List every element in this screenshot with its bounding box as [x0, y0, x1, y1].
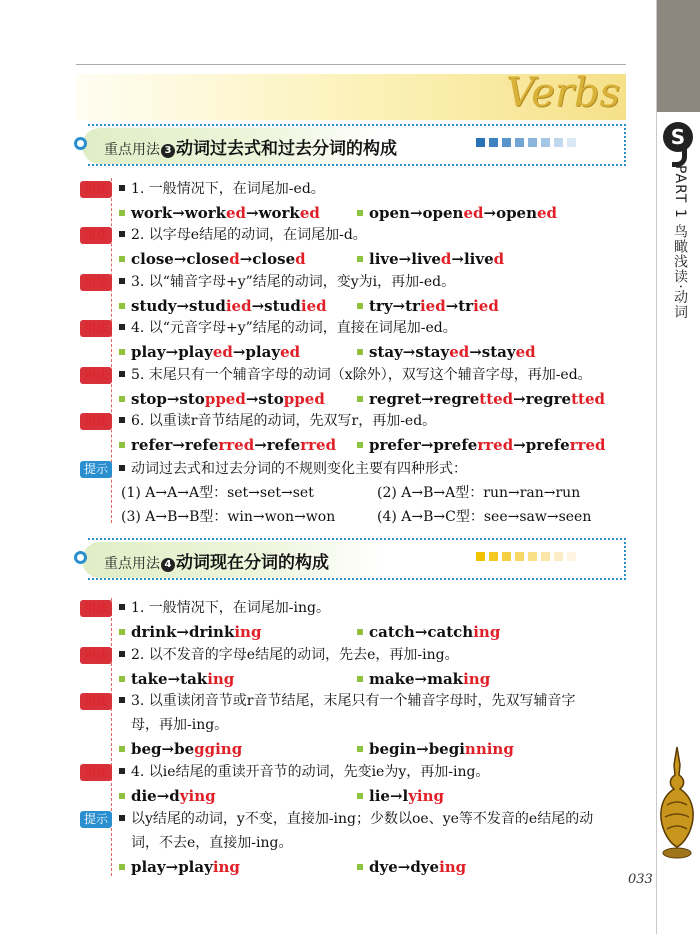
example-word: try→tr — [369, 297, 420, 315]
rule-text — [119, 459, 467, 479]
example-suffix: ed — [537, 204, 558, 222]
example-word: die→d — [131, 787, 180, 805]
example-suffix: gging — [194, 740, 243, 758]
example-bullet-icon — [119, 676, 125, 682]
example-word: →sto — [245, 390, 284, 408]
example-item — [119, 669, 234, 689]
rule-text — [119, 691, 576, 711]
decor-squares — [476, 552, 576, 561]
side-label: PART 1 鸟瞰浅读·动词 — [672, 165, 688, 320]
example-word: →regre — [513, 390, 572, 408]
example-word: →open — [483, 204, 538, 222]
example-word: →close — [239, 250, 296, 268]
rule-text-content: 3. 以“辅音字母+y”结尾的动词，变y为i，再加-ed。 — [131, 274, 456, 290]
usage-tag: 用法 — [80, 274, 112, 291]
example-item — [119, 622, 261, 642]
bullet-icon — [119, 465, 125, 471]
bullet-icon — [119, 815, 125, 821]
example-suffix: rred — [477, 436, 514, 454]
bullet-icon — [119, 697, 125, 703]
rule-text-content: 1. 一般情况下，在词尾加-ing。 — [131, 600, 330, 616]
rule-guide-line — [111, 598, 113, 876]
bullet-icon — [119, 768, 125, 774]
section-label: 重点用法 — [104, 556, 160, 572]
example-bullet-icon — [119, 210, 125, 216]
example-item — [119, 389, 325, 409]
example-bullet-icon — [357, 793, 363, 799]
header-rule — [76, 64, 626, 65]
rule-text — [119, 411, 436, 431]
usage-tag: 用法 — [80, 764, 112, 781]
rule-text — [119, 365, 592, 385]
example-suffix: ying — [179, 787, 216, 805]
example-suffix: pped — [204, 390, 246, 408]
section-header-present — [74, 538, 626, 582]
section-bullet-icon — [74, 551, 87, 564]
example-word: →stud — [251, 297, 301, 315]
rule-text — [119, 318, 457, 338]
usage-tag: 用法 — [80, 320, 112, 337]
example-word: take→tak — [131, 670, 208, 688]
example-suffix: ed — [280, 343, 301, 361]
example-word: →play — [232, 343, 281, 361]
example-item — [119, 786, 216, 806]
example-bullet-icon — [357, 676, 363, 682]
example-word: catch→catch — [369, 623, 474, 641]
example-suffix: rred — [218, 436, 255, 454]
example-item — [357, 296, 499, 316]
example-word: refer→refe — [131, 436, 219, 454]
irregular-pattern: (2) A→B→A型：run→ran→run — [377, 485, 581, 501]
usage-tag: 用法 — [80, 647, 112, 664]
example-suffix: d — [440, 250, 452, 268]
rule-text — [119, 225, 367, 245]
example-suffix: ed — [226, 204, 247, 222]
example-bullet-icon — [119, 746, 125, 752]
example-item — [119, 342, 300, 362]
example-suffix: d — [295, 250, 306, 268]
vase-icon — [655, 745, 700, 860]
example-word: make→mak — [369, 670, 464, 688]
rule-text-content: 2. 以字母e结尾的动词，在词尾加-d。 — [131, 227, 367, 243]
example-word: dye→dye — [369, 858, 440, 876]
example-item — [357, 203, 557, 223]
rule-text-content: 4. 以ie结尾的重读开音节的动词，先变ie为y，再加-ing。 — [131, 764, 490, 780]
example-suffix: ied — [473, 297, 499, 315]
example-bullet-icon — [357, 303, 363, 309]
example-suffix: tted — [571, 390, 605, 408]
section-bullet-icon — [74, 137, 87, 150]
example-bullet-icon — [119, 256, 125, 262]
example-word: play→play — [131, 858, 213, 876]
example-word: stop→sto — [131, 390, 205, 408]
example-suffix: ed — [463, 204, 484, 222]
example-suffix: ing — [463, 670, 491, 688]
example-bullet-icon — [119, 303, 125, 309]
example-bullet-icon — [119, 349, 125, 355]
example-word: play→play — [131, 343, 213, 361]
example-word: open→open — [369, 204, 464, 222]
rule-text — [119, 809, 593, 829]
bullet-icon — [119, 231, 125, 237]
rule-text-content: 4. 以“元音字母+y”结尾的动词，直接在词尾加-ed。 — [131, 320, 457, 336]
example-word: →live — [451, 250, 494, 268]
example-word: →tr — [445, 297, 474, 315]
example-item — [119, 296, 327, 316]
example-bullet-icon — [357, 349, 363, 355]
tip-tag: 提示 — [80, 811, 112, 828]
example-word: close→close — [131, 250, 230, 268]
example-word: →refe — [254, 436, 301, 454]
rule-text-content: 1. 一般情况下，在词尾加-ed。 — [131, 181, 325, 197]
example-suffix: d — [229, 250, 240, 268]
rule-text — [119, 272, 455, 292]
section-number: 3 — [161, 144, 175, 158]
example-word: prefer→prefe — [369, 436, 478, 454]
page-number: 033 — [628, 872, 653, 887]
example-word: work→work — [131, 204, 226, 222]
example-suffix: ed — [449, 343, 470, 361]
example-item — [357, 669, 490, 689]
example-word: study→stud — [131, 297, 226, 315]
example-suffix: ied — [300, 297, 327, 315]
usage-tag: 用法 — [80, 413, 112, 430]
example-suffix: ed — [299, 204, 320, 222]
bullet-icon — [119, 371, 125, 377]
bullet-icon — [119, 604, 125, 610]
example-word: begin→begi — [369, 740, 465, 758]
usage-tag: 用法 — [80, 367, 112, 384]
example-suffix: nning — [464, 740, 514, 758]
bullet-icon — [119, 651, 125, 657]
rule-text-content: 3. 以重读闭音节或r音节结尾，末尾只有一个辅音字母时，先双写辅音字 — [131, 693, 576, 709]
example-item — [357, 857, 466, 877]
decor-squares — [476, 138, 576, 147]
example-item — [119, 203, 320, 223]
example-suffix: ing — [439, 858, 467, 876]
example-bullet-icon — [119, 442, 125, 448]
example-item — [357, 342, 536, 362]
example-item — [357, 739, 514, 759]
section-title: 动词过去式和过去分词的构成 — [176, 139, 397, 159]
example-bullet-icon — [119, 629, 125, 635]
example-suffix: rred — [569, 436, 606, 454]
example-item — [119, 249, 306, 269]
example-bullet-icon — [119, 864, 125, 870]
bullet-icon — [119, 417, 125, 423]
example-word: live→live — [369, 250, 441, 268]
example-item — [357, 249, 504, 269]
example-bullet-icon — [119, 396, 125, 402]
example-item — [119, 739, 242, 759]
usage-tag: 用法 — [80, 600, 112, 617]
usage-tag: 用法 — [80, 227, 112, 244]
page-title: Verbs — [505, 70, 620, 116]
usage-tag: 用法 — [80, 693, 112, 710]
section-label: 重点用法 — [104, 142, 160, 158]
example-item — [357, 435, 606, 455]
example-word: →stay — [469, 343, 516, 361]
rule-text-content: 5. 末尾只有一个辅音字母的动词（x除外），双写这个辅音字母，再加-ed。 — [131, 367, 592, 383]
rule-text-content: 以y结尾的动词，y不变，直接加-ing；少数以oe、ye等不发音的e结尾的动 — [131, 811, 594, 827]
example-bullet-icon — [357, 256, 363, 262]
rule-text — [119, 598, 330, 618]
example-word: →prefe — [513, 436, 570, 454]
rule-text — [119, 645, 459, 665]
section-header-past — [74, 124, 626, 168]
example-suffix: pped — [283, 390, 325, 408]
example-bullet-icon — [357, 210, 363, 216]
example-bullet-icon — [119, 793, 125, 799]
example-suffix: ied — [225, 297, 252, 315]
example-item — [357, 389, 605, 409]
rule-text-continued: 母，再加-ing。 — [131, 717, 229, 733]
rule-text-content: 动词过去式和过去分词的不规则变化主要有四种形式： — [131, 461, 467, 477]
rule-text-continued: 词，不去e，直接加-ing。 — [131, 835, 293, 851]
example-suffix: ed — [212, 343, 233, 361]
example-word: beg→be — [131, 740, 195, 758]
example-suffix: ing — [473, 623, 501, 641]
bullet-icon — [119, 324, 125, 330]
bullet-icon — [119, 185, 125, 191]
example-suffix: ed — [515, 343, 536, 361]
example-suffix: d — [493, 250, 505, 268]
bullet-icon — [119, 278, 125, 284]
example-suffix: ying — [408, 787, 445, 805]
example-bullet-icon — [357, 396, 363, 402]
usage-tag: 用法 — [80, 181, 112, 198]
example-item — [119, 435, 336, 455]
section-number: 4 — [161, 558, 175, 572]
irregular-pattern: (1) A→A→A型：set→set→set — [121, 485, 314, 501]
example-word: stay→stay — [369, 343, 450, 361]
example-word: →work — [246, 204, 300, 222]
example-suffix: rred — [300, 436, 337, 454]
example-word: lie→l — [369, 787, 409, 805]
example-item — [357, 786, 444, 806]
example-bullet-icon — [357, 442, 363, 448]
example-suffix: ied — [419, 297, 446, 315]
example-item — [119, 857, 240, 877]
example-item — [357, 622, 500, 642]
rule-text-content: 2. 以不发音的字母e结尾的动词，先去e，再加-ing。 — [131, 647, 459, 663]
rule-text-content: 6. 以重读r音节结尾的动词，先双写r，再加-ed。 — [131, 413, 437, 429]
example-bullet-icon — [357, 864, 363, 870]
irregular-pattern: (3) A→B→B型：win→won→won — [121, 509, 336, 525]
header-banner — [76, 70, 626, 120]
example-suffix: ing — [207, 670, 235, 688]
section-title: 动词现在分词的构成 — [176, 553, 329, 573]
example-word: drink→drink — [131, 623, 235, 641]
tip-tag: 提示 — [80, 461, 112, 478]
rule-text — [119, 762, 489, 782]
example-word: regret→regre — [369, 390, 480, 408]
example-bullet-icon — [357, 629, 363, 635]
example-bullet-icon — [357, 746, 363, 752]
side-tab — [657, 0, 700, 112]
example-suffix: tted — [479, 390, 514, 408]
example-suffix: ing — [212, 858, 240, 876]
example-suffix: ing — [234, 623, 262, 641]
rule-text — [119, 179, 325, 199]
part-badge: S — [663, 122, 693, 152]
irregular-pattern: (4) A→B→C型：see→saw→seen — [377, 509, 592, 525]
